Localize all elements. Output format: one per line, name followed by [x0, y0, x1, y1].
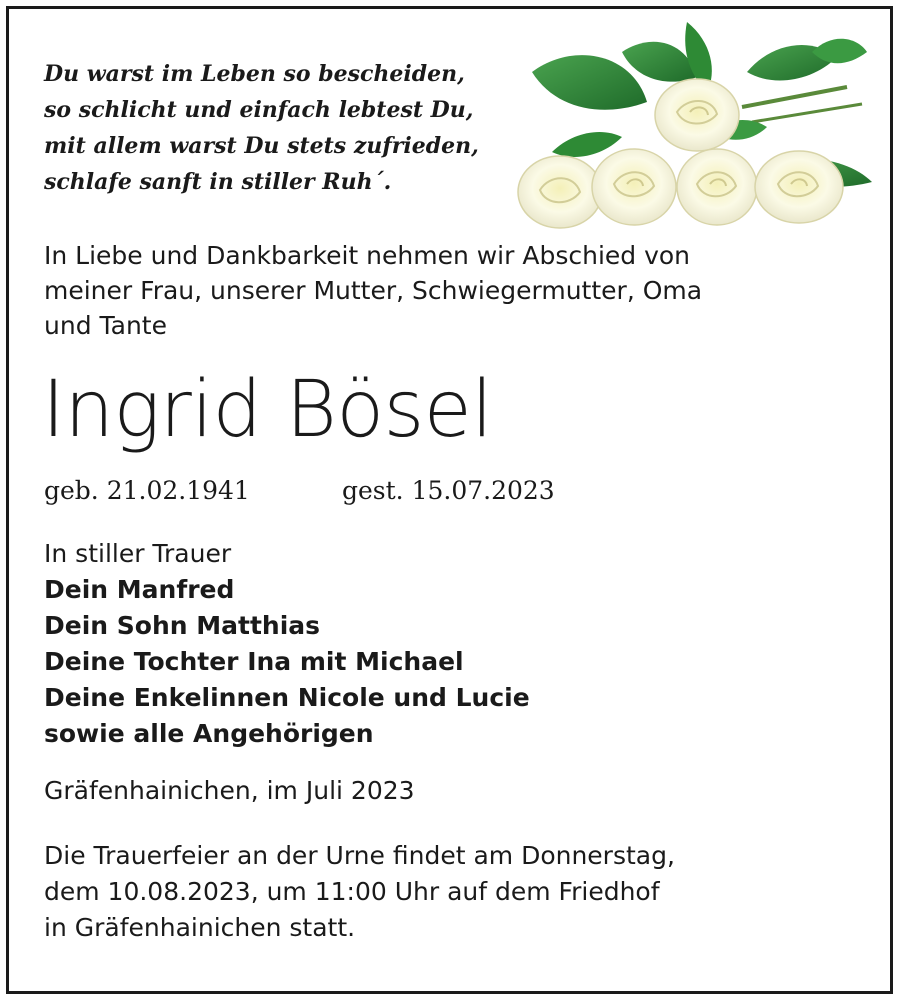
poem: [44, 56, 514, 200]
place-and-date: Gräfenhainichen, im Juli 2023: [44, 776, 415, 805]
intro-line: meiner Frau, unserer Mutter, Schwiegermutter, Oma: [44, 276, 703, 305]
death-date: gest. 15.07.2023: [342, 476, 555, 505]
ceremony-line: in Gräfenhainichen statt.: [44, 913, 356, 942]
poem-line: Du warst im Leben so bescheiden,: [44, 61, 465, 87]
mourners-heading: In stiller Trauer: [44, 539, 232, 568]
poem-line: so schlicht und einfach lebtest Du,: [44, 97, 474, 123]
poem-line: mit allem warst Du stets zufrieden,: [44, 133, 479, 159]
ceremony-info: [44, 838, 864, 946]
mourner-name: Deine Tochter Ina mit Michael: [44, 647, 464, 676]
ceremony-line: dem 10.08.2023, um 11:00 Uhr auf dem Friedhof: [44, 877, 660, 906]
intro-text: [44, 238, 844, 343]
white-roses-icon: [512, 12, 882, 237]
ceremony-line: Die Trauerfeier an der Urne findet am Donnerstag,: [44, 841, 675, 870]
intro-line: und Tante: [44, 311, 167, 340]
mourner-name: sowie alle Angehörigen: [44, 719, 374, 748]
deceased-name: Ingrid Bösel: [42, 365, 493, 455]
intro-line: In Liebe und Dankbarkeit nehmen wir Abschied von: [44, 241, 691, 270]
life-dates: [44, 474, 555, 508]
poem-line: schlafe sanft in stiller Ruh´.: [44, 169, 392, 195]
birth-date: geb. 21.02.1941: [44, 476, 250, 505]
mourners-list: [44, 536, 844, 752]
mourner-name: Dein Manfred: [44, 575, 235, 604]
mourner-name: Deine Enkelinnen Nicole und Lucie: [44, 683, 530, 712]
mourner-name: Dein Sohn Matthias: [44, 611, 321, 640]
